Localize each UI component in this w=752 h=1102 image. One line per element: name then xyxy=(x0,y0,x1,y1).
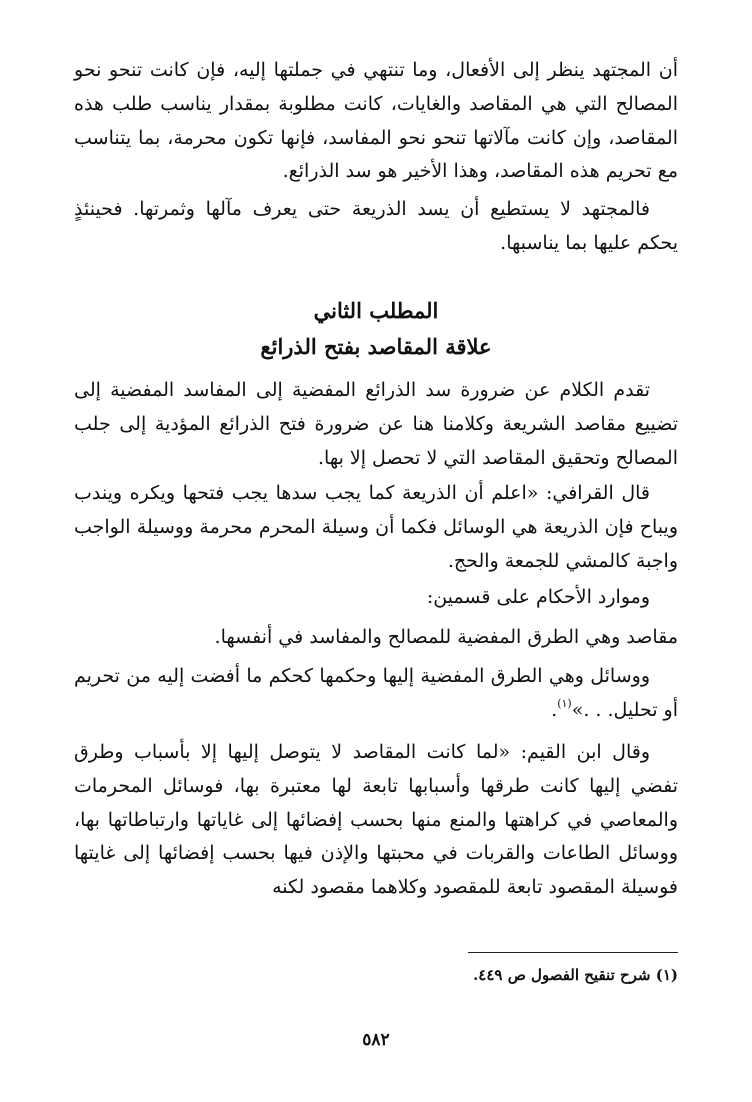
footnote-1: (١) شرح تنقيح الفصول ص ٤٤٩. xyxy=(473,966,678,984)
paragraph-6: مقاصد وهي الطرق المفضية للمصالح والمفاسد في أنفسها. xyxy=(214,625,678,648)
paragraph-3: تقدم الكلام عن ضرورة سد الذرائع المفضية إلى المفاسد المفضية إلى تضييع مقاصد الشريعة وكلامنا هنا عن ضرورة فتح الذرائع المؤدية إلى جلب المصالح وتحقيق المقاصد التي لا تحصل إلا بها. xyxy=(74,379,678,469)
paragraph-2: فالمجتهد لا يستطيع أن يسد الذريعة حتى يعرف مآلها وثمرتها. فحينئذٍ يحكم عليها بما يناسبها. xyxy=(74,198,678,254)
paragraph-1: أن المجتهد ينظر إلى الأفعال، وما تنتهي في جملتها إليه، فإن كانت تنحو نحو المصالح التي هي المقاصد والغايات، كانت مطلوبة بمقدار يناسب طلب هذه المقاصد، وإن كانت مآلاتها تنحو نحو المفاسد، فإنها تكون محرمة، بما يتناسب مع تحريم هذه المقاصد، وهذا الأخير هو سد الذرائع. xyxy=(74,59,678,183)
footnote-divider xyxy=(468,952,678,953)
paragraph-5: وموارد الأحكام على قسمين: xyxy=(426,585,650,608)
paragraph-7-end: . xyxy=(551,699,558,722)
paragraph-7 xyxy=(74,660,678,728)
section-heading: المطلب الثاني xyxy=(313,298,439,323)
paragraph-7-text: ووسائل وهي الطرق المفضية إليها وحكمها كحكم ما أفضت إليه من تحريم أو تحليل. . .» xyxy=(74,665,678,722)
page-number: ٥٨٢ xyxy=(362,1030,390,1050)
section-title: علاقة المقاصد بفتح الذرائع xyxy=(260,334,492,359)
paragraph-4: قال القرافي: «اعلم أن الذريعة كما يجب سدها يجب فتحها ويكره ويندب ويباح فإن الذريعة هي الوسائل فكما أن وسيلة المحرم محرمة ووسيلة الواجب واجبة كالمشي للجمعة والحج. xyxy=(74,482,678,572)
body-text-top xyxy=(74,54,678,261)
body-text-main xyxy=(74,374,678,905)
paragraph-8: وقال ابن القيم: «لما كانت المقاصد لا يتوصل إليها إلا بأسباب وطرق تفضي إليها كانت طرقها وأسبابها تابعة لها معتبرة بها، فوسائل المحرمات والمعاصي في كراهتها والمنع منها بحسب إفضائها إلى غاياتها وارتباطاتها بها، ووسائل الطاعات والقربات في محبتها والإذن فيها بحسب إفضائها إلى غايتها فوسيلة المقصود تابعة للمقصود وكلاهما مقصود لكنه xyxy=(74,740,678,899)
footnote-reference[interactable]: (١) xyxy=(557,697,572,711)
